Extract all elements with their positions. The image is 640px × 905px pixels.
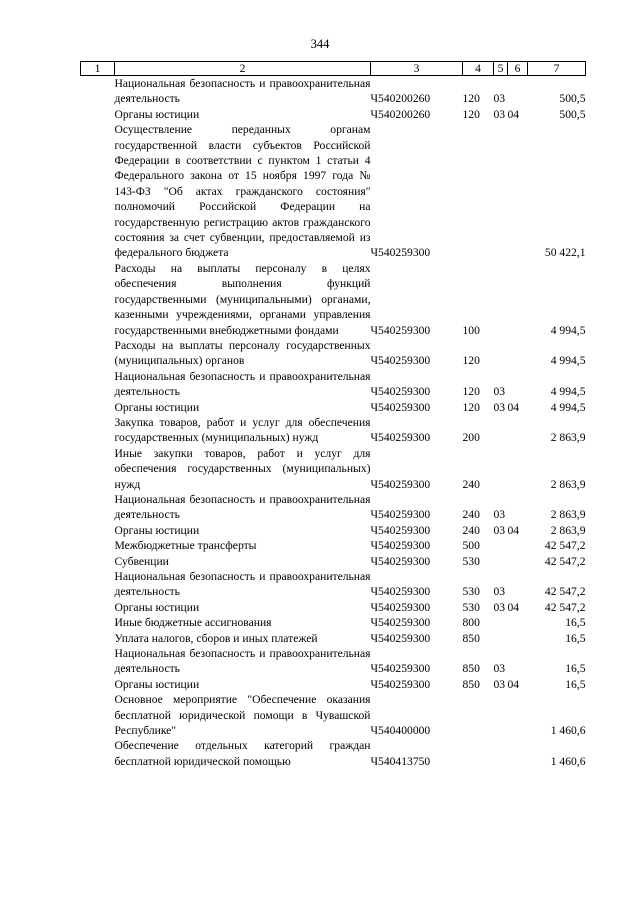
row-vr-cell: 120 (462, 354, 480, 368)
row-sum-cell: 16,5 (565, 677, 586, 691)
row-rz-cell: 03 (493, 92, 506, 106)
table-row (81, 338, 586, 369)
row-sum-cell: 500,5 (559, 92, 586, 106)
row-name-cell: Иные закупки товаров, работ и услуг для обеспечения государственных (муниципальных) нужд (114, 446, 371, 491)
row-code-cell: Ч540259300 (370, 508, 431, 522)
row-pr-cell (508, 738, 528, 769)
row-rz-cell: 03 (493, 385, 506, 399)
table-row (81, 415, 586, 446)
row-code-cell: Ч540259300 (370, 354, 431, 368)
row-rz-cell (494, 538, 508, 553)
row-rz-cell (494, 738, 508, 769)
table-row (81, 122, 586, 261)
row-pr-cell (508, 122, 528, 261)
row-pr-cell (508, 369, 528, 400)
row-name-cell: Расходы на выплаты персоналу в целях обеспечения выполнения функций государственными (муниципальными) органами, казенными учреждениями, органами управления государственными внебюджетными фондами (114, 261, 371, 337)
row-name-cell: Уплата налогов, сборов и иных платежей (114, 631, 318, 645)
table-row (81, 76, 586, 107)
row-rz-cell: 03 (493, 600, 506, 614)
row-name-cell: Иные бюджетные ассигнования (114, 616, 272, 630)
table-row (81, 692, 586, 738)
row-vr-cell: 530 (462, 585, 480, 599)
row-sum-cell: 1 460,6 (550, 754, 586, 768)
row-code-cell: Ч540259300 (370, 600, 431, 614)
row-rz-cell (494, 615, 508, 630)
row-rz-cell (494, 446, 508, 492)
row-code-cell: Ч540259300 (370, 523, 431, 537)
row-vr-cell: 850 (462, 677, 480, 691)
table-row (81, 554, 586, 569)
row-code-cell: Ч540200260 (370, 107, 431, 121)
row-index-cell (81, 415, 115, 446)
row-sum-cell: 42 547,2 (544, 539, 586, 553)
row-index-cell (81, 446, 115, 492)
row-vr-cell (463, 692, 494, 738)
row-code-cell: Ч540259300 (370, 385, 431, 399)
row-pr-cell (508, 338, 528, 369)
row-name-cell: Органы юстиции (114, 107, 200, 121)
row-sum-cell: 2 863,9 (550, 523, 586, 537)
row-vr-cell: 200 (462, 431, 480, 445)
row-name-cell: Осуществление переданных органам государственной власти субъектов Российской Федерации в соответствии с пунктом 1 статьи 4 Федерального закона от 15 ноября 1997 года № 143-ФЗ "Об актах гражданского состояния" полномочий Российской Федерации на государственную регистрацию актов гражданского состояния за счет субвенции, предоставляемой из федерального бюджета (114, 123, 371, 260)
row-index-cell (81, 646, 115, 677)
row-pr-cell (508, 492, 528, 523)
row-pr-cell (508, 615, 528, 630)
row-code-cell: Ч540259300 (370, 616, 431, 630)
row-code-cell: Ч540259300 (370, 662, 431, 676)
row-sum-cell: 2 863,9 (550, 508, 586, 522)
row-code-cell: Ч540259300 (370, 539, 431, 553)
row-sum-cell: 4 994,5 (550, 323, 586, 337)
row-code-cell: Ч540259300 (370, 631, 431, 645)
row-name-cell: Основное мероприятие "Обеспечение оказания бесплатной юридической помощи в Чувашской Республике" (114, 693, 371, 738)
row-rz-cell (494, 415, 508, 446)
row-sum-cell: 2 863,9 (550, 477, 586, 491)
col-header-6: 6 (508, 62, 528, 76)
row-pr-cell (508, 261, 528, 338)
row-rz-cell: 03 (493, 508, 506, 522)
row-vr-cell (463, 122, 494, 261)
row-vr-cell: 500 (462, 539, 480, 553)
row-code-cell: Ч540259300 (370, 677, 431, 691)
row-rz-cell (494, 338, 508, 369)
row-sum-cell: 500,5 (559, 107, 586, 121)
row-pr-cell: 04 (507, 107, 520, 121)
table-row (81, 738, 586, 769)
row-sum-cell: 4 994,5 (550, 400, 586, 414)
row-name-cell: Расходы на выплаты персоналу государственных (муниципальных) органов (114, 338, 371, 368)
row-name-cell: Национальная безопасность и правоохранительная деятельность (114, 492, 371, 522)
row-index-cell (81, 76, 115, 107)
row-pr-cell (508, 692, 528, 738)
row-rz-cell (494, 554, 508, 569)
row-index-cell (81, 615, 115, 630)
row-sum-cell: 4 994,5 (550, 354, 586, 368)
row-vr-cell: 850 (462, 631, 480, 645)
row-rz-cell: 03 (493, 107, 506, 121)
row-index-cell (81, 692, 115, 738)
row-vr-cell: 120 (462, 107, 480, 121)
row-index-cell (81, 122, 115, 261)
row-code-cell: Ч540259300 (370, 400, 431, 414)
row-index-cell (81, 400, 115, 415)
row-index-cell (81, 369, 115, 400)
row-sum-cell: 16,5 (565, 616, 586, 630)
row-name-cell: Национальная безопасность и правоохранительная деятельность (114, 570, 371, 599)
row-index-cell (81, 600, 115, 615)
row-name-cell: Органы юстиции (114, 523, 200, 537)
table-row (81, 538, 586, 553)
row-index-cell (81, 492, 115, 523)
table-row (81, 400, 586, 415)
row-vr-cell: 800 (462, 616, 480, 630)
row-vr-cell: 240 (462, 523, 480, 537)
row-code-cell: Ч540259300 (370, 246, 431, 260)
row-rz-cell: 03 (493, 400, 506, 414)
row-sum-cell: 16,5 (565, 662, 586, 676)
row-code-cell: Ч540259300 (370, 431, 431, 445)
col-header-7: 7 (528, 62, 586, 76)
row-code-cell: Ч540413750 (370, 754, 431, 768)
row-sum-cell: 4 994,5 (550, 385, 586, 399)
row-code-cell: Ч540259300 (370, 477, 431, 491)
table-row (81, 492, 586, 523)
row-sum-cell: 1 460,6 (550, 724, 586, 738)
row-name-cell: Органы юстиции (114, 677, 200, 691)
col-header-4: 4 (463, 62, 494, 76)
row-name-cell: Национальная безопасность и правоохранительная деятельность (114, 647, 371, 676)
row-vr-cell: 530 (462, 554, 480, 568)
row-index-cell (81, 738, 115, 769)
row-code-cell: Ч540200260 (370, 92, 431, 106)
row-name-cell: Национальная безопасность и правоохранительная деятельность (114, 77, 371, 106)
table-row (81, 677, 586, 692)
row-code-cell: Ч540259300 (370, 323, 431, 337)
row-rz-cell: 03 (493, 585, 506, 599)
row-vr-cell: 120 (462, 385, 480, 399)
row-name-cell: Субвенции (114, 554, 169, 568)
row-sum-cell: 2 863,9 (550, 431, 586, 445)
table-row (81, 446, 586, 492)
row-rz-cell (494, 692, 508, 738)
row-sum-cell: 42 547,2 (544, 554, 586, 568)
row-index-cell (81, 261, 115, 338)
row-vr-cell: 120 (462, 400, 480, 414)
row-vr-cell: 240 (462, 477, 480, 491)
table-row (81, 107, 586, 122)
row-pr-cell (508, 631, 528, 646)
row-code-cell: Ч540259300 (370, 554, 431, 568)
row-vr-cell: 240 (462, 508, 480, 522)
table-row (81, 569, 586, 600)
table-row (81, 523, 586, 538)
row-vr-cell: 120 (462, 92, 480, 106)
row-index-cell (81, 569, 115, 600)
row-pr-cell (508, 554, 528, 569)
row-name-cell: Органы юстиции (114, 600, 200, 614)
row-pr-cell (508, 538, 528, 553)
table-row (81, 369, 586, 400)
row-index-cell (81, 538, 115, 553)
row-sum-cell: 42 547,2 (544, 585, 586, 599)
row-pr-cell: 04 (507, 400, 520, 414)
table-header-row (81, 62, 586, 76)
row-vr-cell (463, 738, 494, 769)
table-row (81, 600, 586, 615)
row-pr-cell: 04 (507, 523, 520, 537)
row-index-cell (81, 631, 115, 646)
row-name-cell: Органы юстиции (114, 400, 200, 414)
row-sum-cell: 42 547,2 (544, 600, 586, 614)
row-pr-cell (508, 569, 528, 600)
row-pr-cell: 04 (507, 677, 520, 691)
row-name-cell: Обеспечение отдельных категорий граждан бесплатной юридической помощью (114, 739, 371, 768)
row-index-cell (81, 523, 115, 538)
table-row (81, 615, 586, 630)
row-pr-cell (508, 646, 528, 677)
row-vr-cell: 530 (462, 600, 480, 614)
col-header-5: 5 (494, 62, 508, 76)
row-pr-cell (508, 446, 528, 492)
table-body (81, 76, 586, 770)
row-index-cell (81, 554, 115, 569)
col-header-2: 2 (115, 62, 371, 76)
row-rz-cell: 03 (493, 662, 506, 676)
row-index-cell (81, 677, 115, 692)
row-sum-cell: 50 422,1 (544, 246, 586, 260)
row-rz-cell (494, 261, 508, 338)
col-header-1: 1 (81, 62, 115, 76)
table-row (81, 631, 586, 646)
row-rz-cell (494, 631, 508, 646)
row-name-cell: Закупка товаров, работ и услуг для обеспечения государственных (муниципальных) нужд (114, 415, 371, 445)
row-index-cell (81, 107, 115, 122)
row-pr-cell (508, 76, 528, 107)
row-rz-cell: 03 (493, 677, 506, 691)
page-number: 344 (310, 37, 330, 51)
row-name-cell: Национальная безопасность и правоохранительная деятельность (114, 369, 371, 399)
budget-table (80, 61, 586, 769)
table-row (81, 646, 586, 677)
row-code-cell: Ч540259300 (370, 585, 431, 599)
row-pr-cell: 04 (507, 600, 520, 614)
row-vr-cell: 100 (462, 323, 480, 337)
row-rz-cell: 03 (493, 523, 506, 537)
row-rz-cell (494, 122, 508, 261)
row-sum-cell: 16,5 (565, 631, 586, 645)
row-name-cell: Межбюджетные трансферты (114, 539, 257, 553)
row-code-cell: Ч540400000 (370, 724, 431, 738)
row-vr-cell: 850 (462, 662, 480, 676)
row-pr-cell (508, 415, 528, 446)
table-row (81, 261, 586, 338)
row-index-cell (81, 338, 115, 369)
col-header-3: 3 (371, 62, 463, 76)
